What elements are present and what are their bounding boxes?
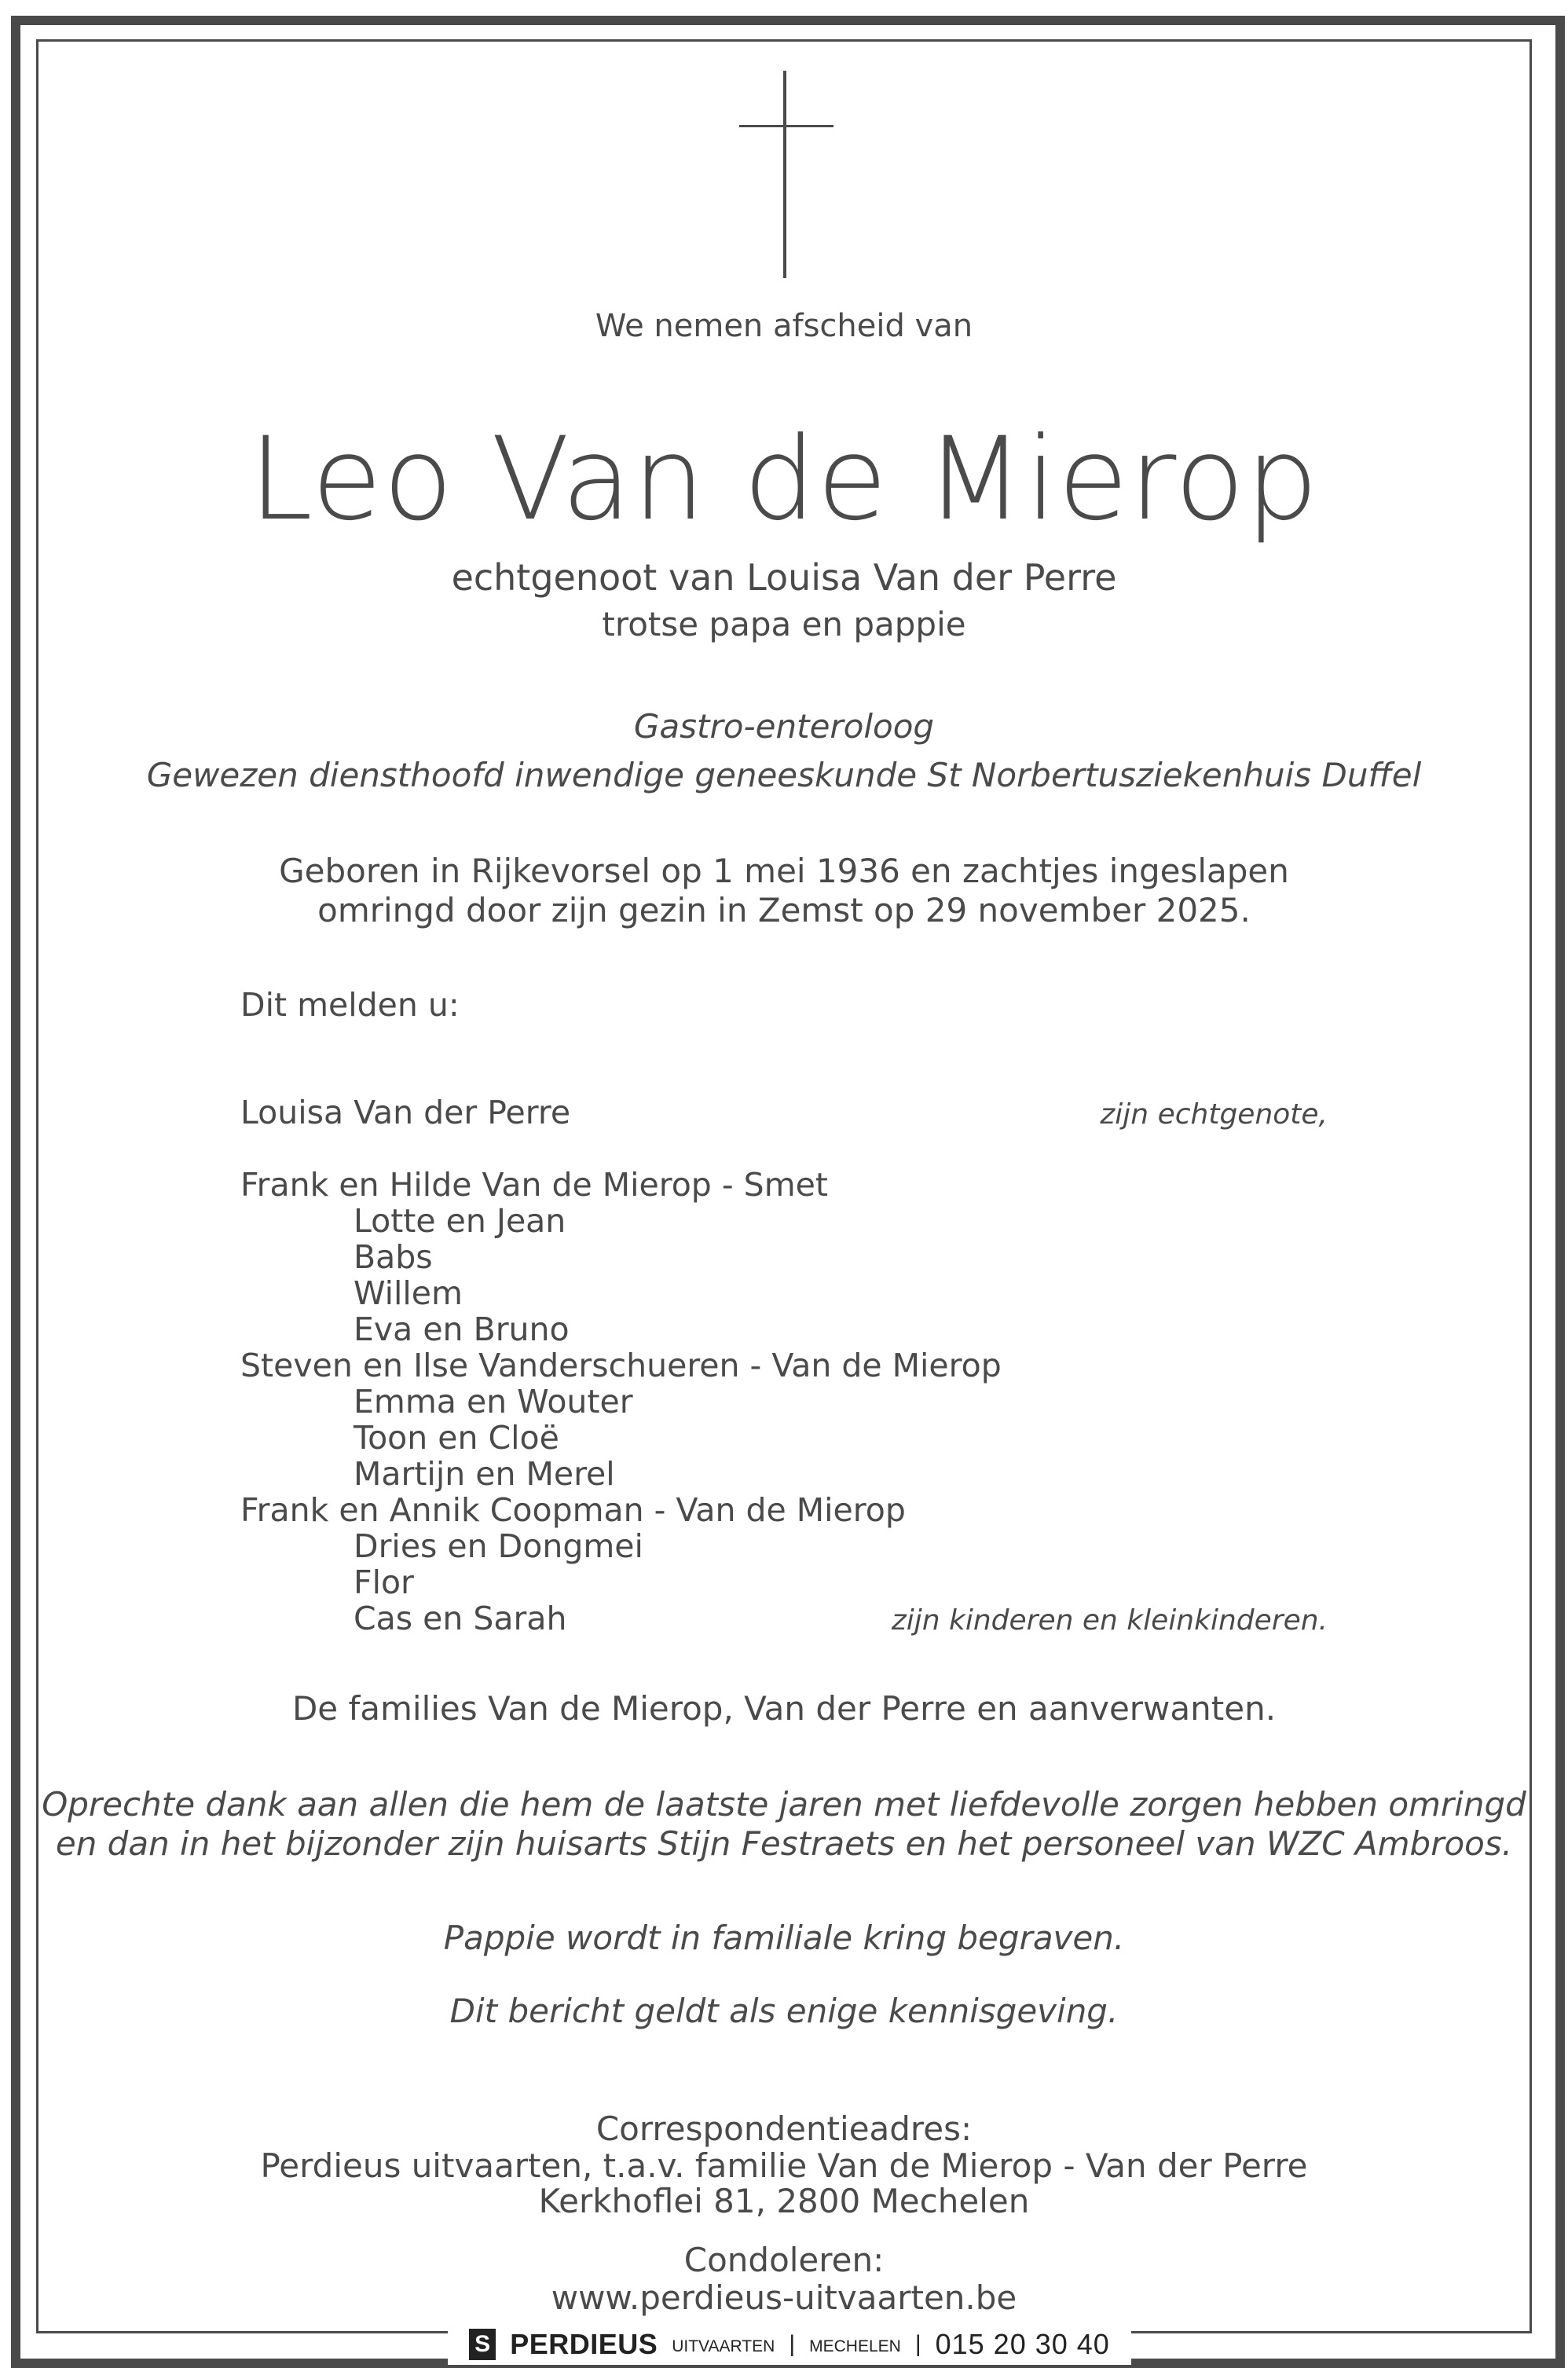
cross-icon — [783, 71, 786, 278]
footer-city: mechelen — [809, 2331, 901, 2357]
birth-line-2: omringd door zijn gezin in Zemst op 29 november 2025. — [317, 891, 1251, 929]
footer-brand-sub: uitvaarten — [672, 2331, 775, 2357]
spouse-role: zijn echtgenote, — [1100, 1098, 1328, 1131]
family-member: Cas en Sarah — [354, 1600, 567, 1637]
profession: Gastro-enteroloog — [633, 707, 935, 746]
notice-only-line: Dit bericht geldt als enige kennisgeving. — [449, 1992, 1119, 2030]
family-member: Dries en Dongmei — [354, 1527, 643, 1565]
announce-text: Dit melden u: — [240, 986, 460, 1024]
footer-brand-bar — [448, 2324, 1131, 2365]
cross-icon-bar — [739, 125, 833, 127]
family-member: Willem — [354, 1274, 463, 1312]
family-member: Frank en Hilde Van de Mierop - Smet — [240, 1166, 828, 1204]
address-label: Correspondentieadres: — [595, 2110, 973, 2148]
thanks-line-1: Oprechte dank aan allen die hem de laatste jaren met liefdevolle zorgen hebben omringd — [42, 1785, 1526, 1824]
papa-line: trotse papa en pappie — [602, 605, 966, 643]
address-line-1: Perdieus uitvaarten, t.a.v. familie Van de Mierop - Van der Perre — [260, 2146, 1308, 2185]
children-role: zijn kinderen en kleinkinderen. — [891, 1604, 1328, 1637]
footer-brand: PERDIEUS — [510, 2328, 658, 2360]
website-link[interactable]: www.perdieus-uitvaarten.be — [551, 2278, 1017, 2317]
footer-phone[interactable]: 015 20 30 40 — [935, 2328, 1110, 2360]
intro-text: We nemen afscheid van — [595, 308, 973, 344]
family-member: Emma en Wouter — [354, 1383, 633, 1420]
family-member: Babs — [354, 1238, 433, 1276]
footer-separator: | — [789, 2331, 796, 2357]
former-role: Gewezen diensthoofd inwendige geneeskunde St Norbertusziekenhuis Duffel — [146, 756, 1422, 794]
address-line-2: Kerkhoflei 81, 2800 Mechelen — [538, 2182, 1030, 2220]
condolence-label: Condoleren: — [683, 2241, 885, 2279]
thanks-line-2: en dan in het bijzonder zijn huisarts Stijn Festraets en het personeel van WZC Ambroos. — [55, 1824, 1513, 1863]
brand-logo-icon: S — [469, 2329, 496, 2360]
families-line: De families Van de Mierop, Van der Perre en aanverwanten. — [291, 1689, 1277, 1728]
family-member: Steven en Ilse Vanderschueren - Van de Mierop — [240, 1347, 1002, 1384]
family-member: Martijn en Merel — [354, 1455, 615, 1493]
family-member: Flor — [354, 1563, 414, 1601]
footer-separator: | — [914, 2331, 921, 2357]
family-member: Eva en Bruno — [354, 1310, 570, 1348]
family-member: Toon en Cloë — [354, 1419, 559, 1457]
deceased-name: Leo Van de Mierop — [248, 412, 1320, 546]
burial-line: Pappie wordt in familiale kring begraven. — [443, 1919, 1125, 1957]
spouse-line: echtgenoot van Louisa Van der Perre — [451, 556, 1117, 599]
spouse-name: Louisa Van der Perre — [240, 1094, 571, 1131]
birth-line-1: Geboren in Rijkevorsel op 1 mei 1936 en zachtjes ingeslapen — [279, 852, 1289, 890]
family-member: Frank en Annik Coopman - Van de Mierop — [240, 1491, 906, 1529]
family-member: Lotte en Jean — [354, 1202, 566, 1240]
